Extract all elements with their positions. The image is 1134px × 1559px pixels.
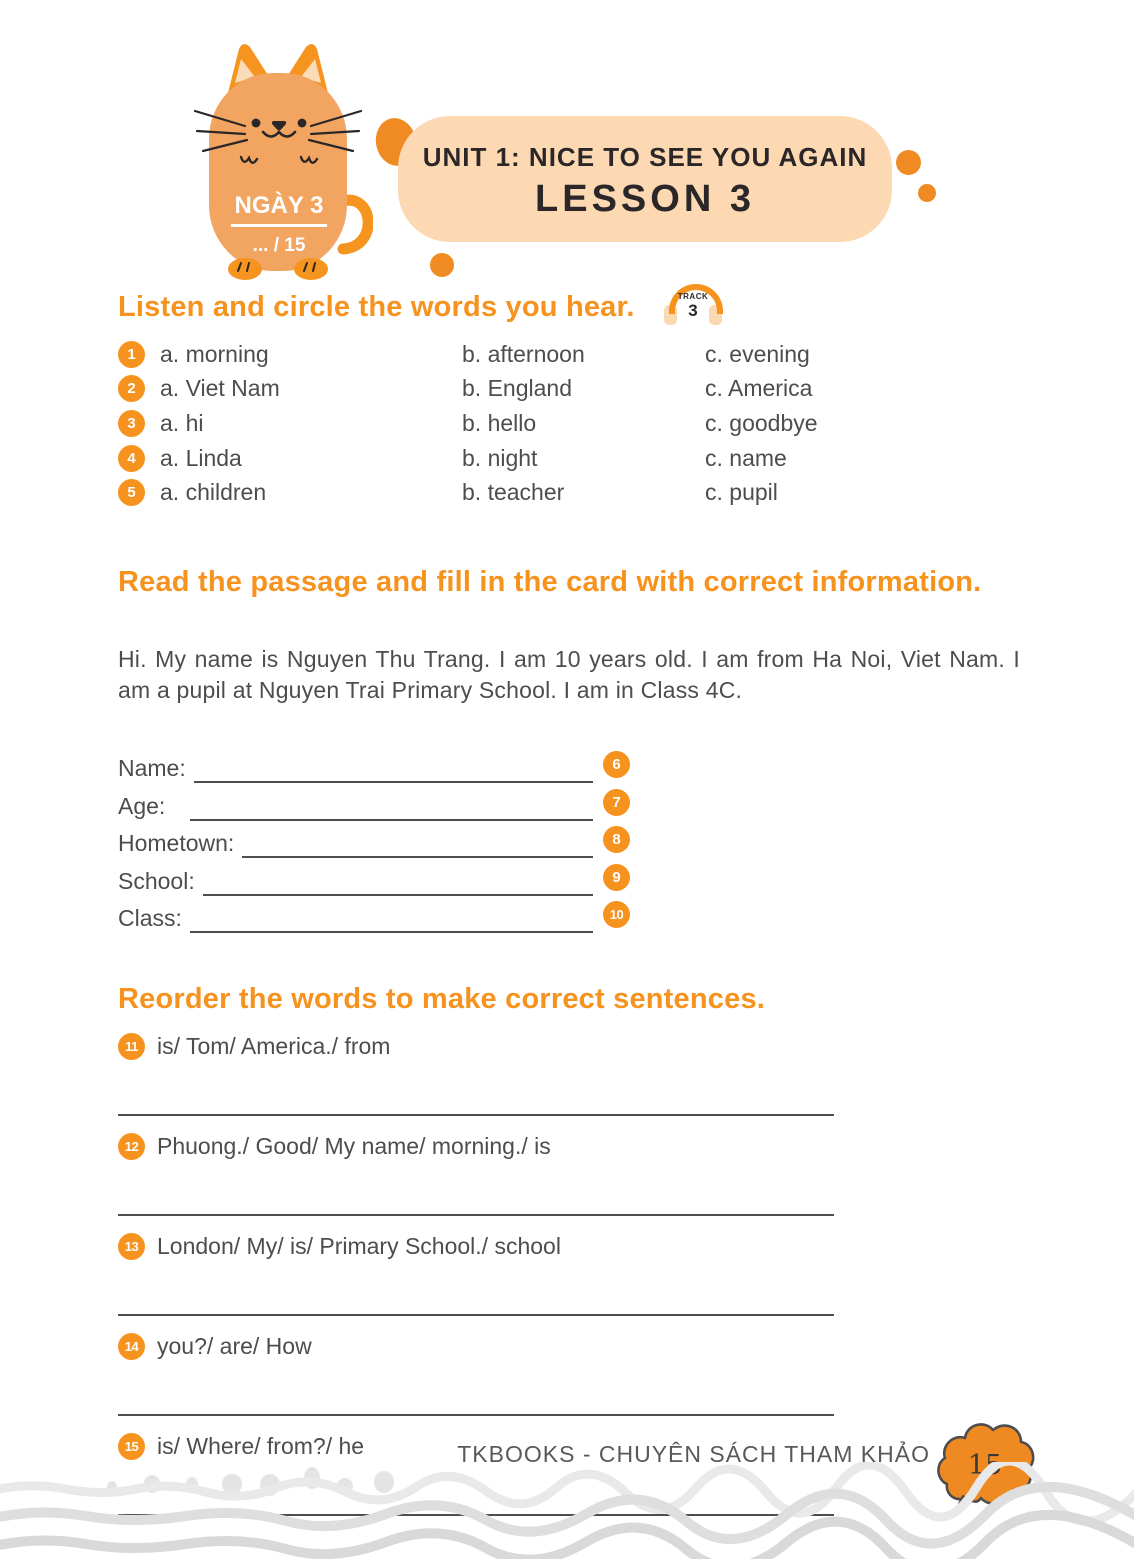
option-a[interactable]: a. hi	[160, 409, 204, 436]
listen-heading: Listen and circle the words you hear.	[118, 291, 635, 323]
item-number-badge: 11	[118, 1033, 145, 1060]
option-b[interactable]: b. teacher	[462, 479, 565, 506]
item-number-badge: 1	[118, 341, 145, 368]
reorder-item-11	[118, 1032, 834, 1116]
answer-fill-line[interactable]	[118, 1187, 834, 1216]
option-c[interactable]: c. pupil	[705, 479, 778, 506]
field-fill-line[interactable]	[203, 870, 593, 896]
option-b[interactable]: b. night	[462, 444, 538, 471]
info-card	[118, 746, 630, 933]
reorder-heading: Reorder the words to make correct sentences.	[118, 983, 766, 1015]
option-c[interactable]: c. America	[705, 375, 813, 402]
listen-item-5	[118, 475, 1034, 510]
unit-banner	[398, 116, 892, 242]
answer-fill-line[interactable]	[118, 1087, 834, 1116]
wave-line-2	[0, 1487, 1134, 1544]
item-number-badge: 7	[603, 789, 630, 816]
card-field-school	[118, 858, 630, 895]
item-number-badge: 10	[603, 901, 630, 928]
day-label: NGÀY 3	[234, 192, 324, 219]
reorder-item-13	[118, 1232, 834, 1316]
item-number-badge: 8	[603, 826, 630, 853]
scrambled-words: is/ Where/ from?/ he	[157, 1433, 365, 1459]
item-number-badge: 12	[118, 1133, 145, 1160]
card-field-name	[118, 746, 630, 783]
field-fill-line[interactable]	[194, 757, 593, 783]
option-b[interactable]: b. hello	[462, 409, 537, 436]
listen-item-2	[118, 372, 1034, 407]
option-c[interactable]: c. goodbye	[705, 409, 818, 436]
publisher-footer: TKBOOKS - CHUYÊN SÁCH THAM KHẢO	[457, 1441, 930, 1467]
scrambled-words: is/ Tom/ America./ from	[157, 1033, 391, 1059]
card-field-hometown	[118, 821, 630, 858]
item-number-badge: 9	[603, 864, 630, 891]
decor-dot	[918, 184, 936, 202]
item-number-badge: 15	[118, 1433, 145, 1460]
unit-title: UNIT 1: NICE TO SEE YOU AGAIN	[422, 142, 868, 172]
cat-foot-right	[294, 258, 328, 280]
wave-line-1	[0, 1462, 1134, 1521]
field-fill-line[interactable]	[190, 907, 593, 933]
lesson-title: LESSON 3	[535, 178, 755, 220]
option-b[interactable]: b. afternoon	[462, 340, 585, 367]
item-number-badge: 2	[118, 375, 145, 402]
option-a[interactable]: a. children	[160, 479, 267, 506]
cat-eye-right	[298, 119, 307, 128]
card-field-age	[118, 783, 630, 820]
item-number-badge: 5	[118, 479, 145, 506]
option-a[interactable]: a. morning	[160, 340, 269, 367]
day-divider	[231, 224, 327, 227]
item-number-badge: 14	[118, 1333, 145, 1360]
decor-dot	[430, 253, 454, 277]
cat-eye-left	[252, 119, 261, 128]
cat-foot-left	[228, 258, 262, 280]
field-fill-line[interactable]	[190, 795, 593, 821]
listen-item-3	[118, 406, 1034, 441]
reading-passage: Hi. My name is Nguyen Thu Trang. I am 10 years old. I am from Ha Noi, Viet Nam. I am a pupil at Nguyen Trai Primary School. I am in Class 4C.	[118, 646, 1020, 703]
option-c[interactable]: c. name	[705, 444, 787, 471]
answer-fill-line[interactable]	[118, 1287, 834, 1316]
scrambled-words: you?/ are/ How	[157, 1333, 312, 1359]
field-label: Hometown:	[118, 830, 235, 857]
score-label: ... / 15	[252, 235, 306, 256]
track-number: 3	[688, 301, 698, 320]
listen-item-4	[118, 441, 1034, 476]
card-field-class	[118, 896, 630, 933]
listen-options-list	[118, 337, 1034, 510]
item-number-badge: 6	[603, 751, 630, 778]
cat-mascot-illustration	[193, 33, 373, 281]
item-number-badge: 4	[118, 445, 145, 472]
field-fill-line[interactable]	[242, 832, 593, 858]
field-label: Name:	[118, 755, 186, 782]
field-label: Age:	[118, 792, 166, 819]
page-number: 15	[967, 1450, 1003, 1481]
decor-dot	[896, 150, 921, 175]
headphones-track-icon	[661, 281, 725, 335]
option-c[interactable]: c. evening	[705, 340, 810, 367]
option-b[interactable]: b. England	[462, 375, 572, 402]
bottom-wave-decoration	[0, 1462, 1134, 1559]
item-number-badge: 13	[118, 1233, 145, 1260]
track-label: TRACK	[677, 292, 709, 301]
field-label: School:	[118, 867, 195, 894]
option-a[interactable]: a. Viet Nam	[160, 375, 280, 402]
scrambled-words: London/ My/ is/ Primary School./ school	[157, 1233, 561, 1259]
listen-item-1	[118, 337, 1034, 372]
field-label: Class:	[118, 904, 182, 931]
reorder-item-12	[118, 1132, 834, 1216]
option-a[interactable]: a. Linda	[160, 444, 242, 471]
reorder-item-14	[118, 1332, 834, 1416]
scrambled-words: Phuong./ Good/ My name/ morning./ is	[157, 1133, 551, 1159]
item-number-badge: 3	[118, 410, 145, 437]
cat-mascot	[193, 33, 373, 281]
answer-fill-line[interactable]	[118, 1387, 834, 1416]
read-heading: Read the passage and fill in the card with correct information.	[118, 566, 982, 598]
